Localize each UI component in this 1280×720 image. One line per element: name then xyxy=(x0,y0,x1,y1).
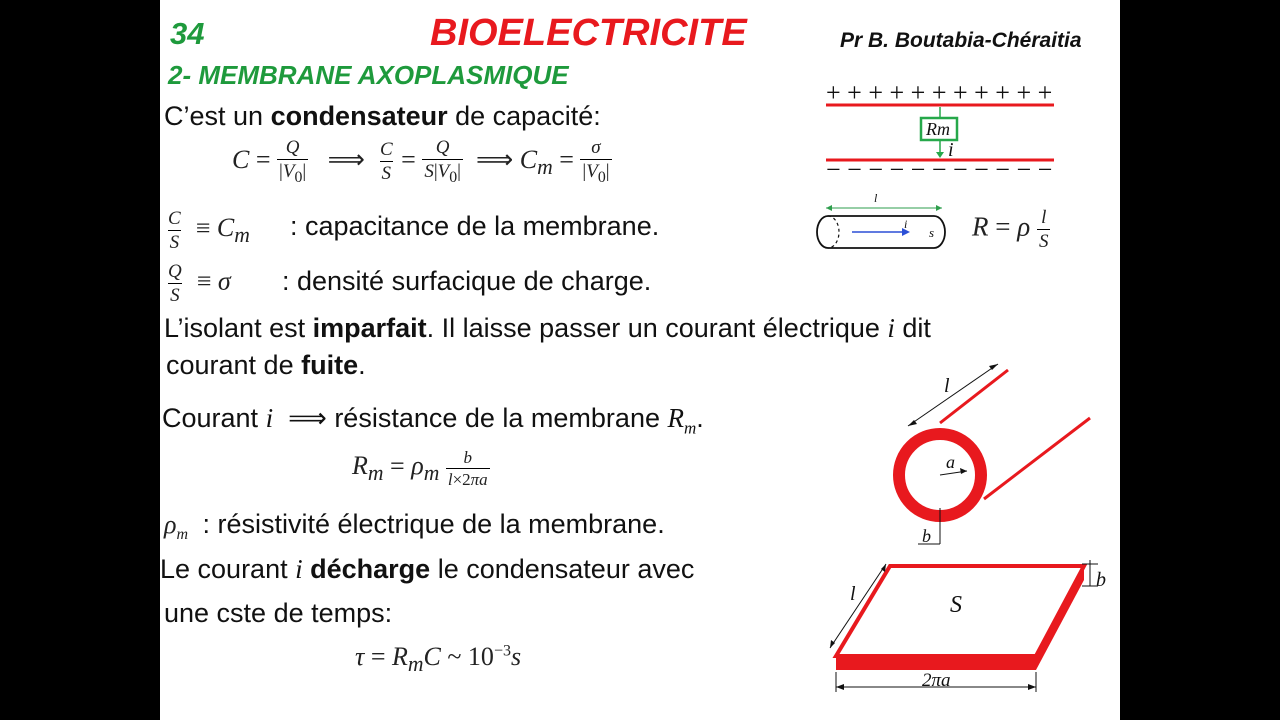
svg-text:i: i xyxy=(904,217,908,231)
leak-line-1: L’isolant est imparfait. Il laisse passer un courant électrique i dit xyxy=(164,313,931,343)
slide-number: 34 xyxy=(170,16,205,51)
capacity-intro: C’est un condensateur de capacité: xyxy=(164,101,601,131)
slide xyxy=(160,0,1120,720)
sheet-front-edge xyxy=(836,656,1036,670)
author: Pr B. Boutabia-Chéraitia xyxy=(840,29,1082,52)
slide-title: BIOELECTRICITE xyxy=(430,12,747,54)
equation-tau: $\tau = R_mC$ ~ $10^{-3}s$ xyxy=(355,642,522,677)
equation-capacity: C = $\frac{Q}{|V_0|}$ ⟹ $\frac{C}{S}$ = $\frac{Q}{S|V_0|}$ ⟹ $C_m$ = $\frac{\sigma}{|V_0|}$ xyxy=(232,137,610,186)
conductor-diagram xyxy=(816,188,956,258)
leak-line-2: courant de fuite. xyxy=(166,350,366,380)
svg-text:l: l xyxy=(850,583,856,605)
svg-text:a: a xyxy=(946,452,955,472)
cm-definition-text: : capacitance de la membrane. xyxy=(290,211,660,241)
current-label: i xyxy=(948,139,954,161)
rho-definition: $\rho_m$ : résistivité électrique de la membrane. xyxy=(164,509,665,544)
capacitor-diagram xyxy=(820,74,1060,184)
svg-text:b: b xyxy=(1096,569,1106,591)
cylinder-diagram xyxy=(880,360,1100,550)
svg-text:l: l xyxy=(944,375,950,397)
cste-line: une cste de temps: xyxy=(164,598,393,628)
decharge-line: Le courant i décharge le condensateur avec xyxy=(160,554,695,584)
membrane-sheet-diagram xyxy=(820,556,1110,696)
equation-rm: $R_m = \rho_m$ $\frac{b}{l\times 2\pi a}$ xyxy=(352,448,488,489)
equation-cm-def: $\frac{C}{S}$ ≡ $C_m$ xyxy=(168,208,250,253)
svg-text:2πa: 2πa xyxy=(922,670,951,691)
svg-text:b: b xyxy=(922,526,931,546)
courant-line: Courant i ⟹ résistance de la membrane $R_m$. xyxy=(162,403,704,438)
svg-text:l: l xyxy=(874,191,878,205)
equation-sigma-def: $\frac{Q}{S}$ ≡ σ xyxy=(168,261,231,306)
section-heading: 2- MEMBRANE AXOPLASMIQUE xyxy=(168,60,569,90)
resistor-label: Rm xyxy=(926,119,950,139)
plus-charges: + + + + + + + + + + + xyxy=(826,78,1053,107)
svg-text:S: S xyxy=(950,592,962,618)
equation-resistance: R = ρ $\frac{l}{S}$ xyxy=(972,207,1049,252)
sigma-definition-text: : densité surfacique de charge. xyxy=(282,266,652,296)
minus-charges: − − − − − − − − − − − xyxy=(826,155,1053,184)
svg-text:s: s xyxy=(929,225,935,240)
